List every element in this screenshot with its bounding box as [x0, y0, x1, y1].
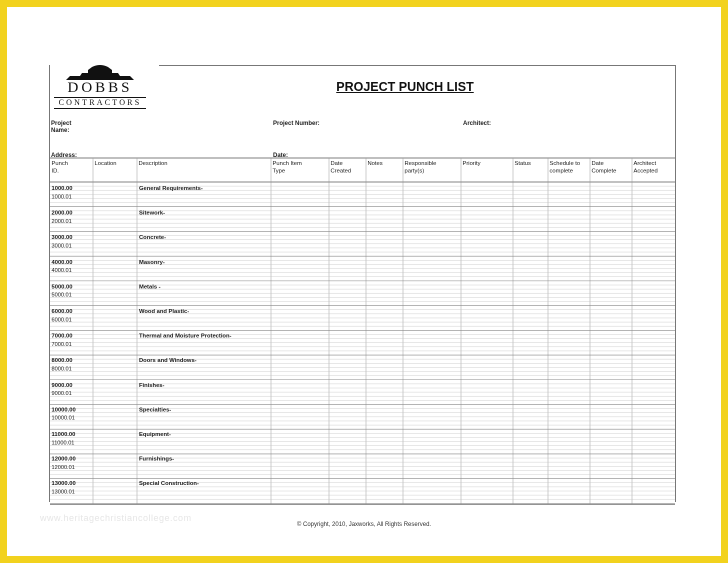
date-label: Date: [273, 153, 289, 159]
section-description: Metals - [139, 284, 161, 291]
section-id: 2000.00 [51, 210, 73, 217]
section-sub-id: 1000.01 [51, 194, 72, 201]
section-sub-id: 11000.01 [51, 440, 75, 447]
section-id: 9000.00 [51, 382, 73, 389]
section-description: Finishes- [139, 382, 165, 389]
column-header-line: Date [591, 161, 604, 167]
section-sub-id: 4000.01 [51, 268, 72, 275]
section-description: General Requirements- [139, 186, 203, 192]
section-id: 13000.00 [51, 481, 76, 488]
column-header-line: party(s) [404, 168, 425, 175]
section-description: Special Construction- [139, 481, 199, 488]
column-header-line: Responsible [404, 161, 437, 167]
column-header [550, 161, 581, 175]
section-description: Sitework- [139, 210, 166, 217]
column-header-line: complete [549, 168, 574, 175]
section-id: 6000.00 [51, 309, 73, 315]
column-header: Status [514, 161, 531, 167]
column-header-line: Punch [51, 161, 68, 167]
section-sub-id: 7000.01 [51, 341, 72, 348]
section-sub-id: 3000.01 [51, 243, 72, 250]
section-id: 11000.00 [51, 432, 76, 438]
column-header [52, 161, 68, 175]
column-header-line: Complete [591, 168, 617, 175]
section-description: Concrete- [139, 235, 167, 242]
column-header-line: Accepted [633, 168, 658, 175]
section-id: 10000.00 [51, 407, 76, 414]
column-header-line: Punch Item [272, 161, 302, 167]
section-sub-id: 12000.01 [51, 464, 75, 471]
section-description: Doors and Windows- [139, 358, 197, 365]
section-sub-id: 2000.01 [51, 218, 72, 225]
copyright-footer: © Copyright, 2010, Jaxworks, All Rights Reserved. [296, 522, 432, 528]
project-name-label: Project Name: [51, 121, 72, 134]
logo-text-contractors: CONTRACTORS [58, 98, 142, 107]
column-header-line: ID. [51, 168, 59, 175]
section-id: 7000.00 [51, 333, 73, 340]
section-id: 8000.00 [51, 358, 73, 365]
section-sub-id: 13000.01 [51, 489, 75, 496]
column-header [634, 161, 658, 175]
project-number-label: Project Number: [273, 121, 320, 127]
section-id: 12000.00 [51, 456, 76, 463]
column-header-line: Type [272, 168, 286, 175]
address-label: Address: [51, 153, 78, 159]
column-header [331, 161, 352, 175]
column-header: Notes [367, 161, 383, 167]
section-description: Equipment- [139, 432, 171, 438]
column-header: Description [138, 161, 168, 167]
architect-label: Architect: [463, 121, 492, 127]
section-id: 4000.00 [51, 259, 73, 266]
column-header-line: Schedule to [549, 161, 581, 167]
column-header-line: Architect [633, 161, 657, 167]
section-description: Wood and Plastic- [139, 309, 190, 315]
logo-text-dobbs: DOBBS [67, 80, 133, 96]
column-header: Priority [462, 161, 481, 167]
column-header [405, 161, 437, 175]
section-sub-id: 9000.01 [51, 391, 72, 398]
column-header-line: Date [330, 161, 343, 167]
section-description: Furnishings- [139, 456, 175, 463]
section-description: Thermal and Moisture Protection- [139, 333, 232, 340]
section-sub-id: 8000.01 [51, 366, 72, 373]
section-description: Specialties- [139, 407, 172, 414]
section-id: 5000.00 [51, 284, 73, 291]
watermark-text: www.heritagechristiancollege.com [40, 513, 192, 523]
column-header: Location [94, 161, 117, 167]
column-header [592, 161, 617, 175]
column-header-line: Created [330, 168, 352, 175]
column-header [273, 161, 302, 175]
section-id: 3000.00 [51, 235, 73, 242]
section-id: 1000.00 [51, 186, 73, 192]
section-description: Masonry- [139, 259, 165, 266]
section-sub-id: 10000.01 [51, 415, 75, 422]
section-sub-id: 6000.01 [51, 317, 72, 324]
section-sub-id: 5000.01 [51, 292, 72, 299]
page-title: PROJECT PUNCH LIST [336, 80, 474, 94]
